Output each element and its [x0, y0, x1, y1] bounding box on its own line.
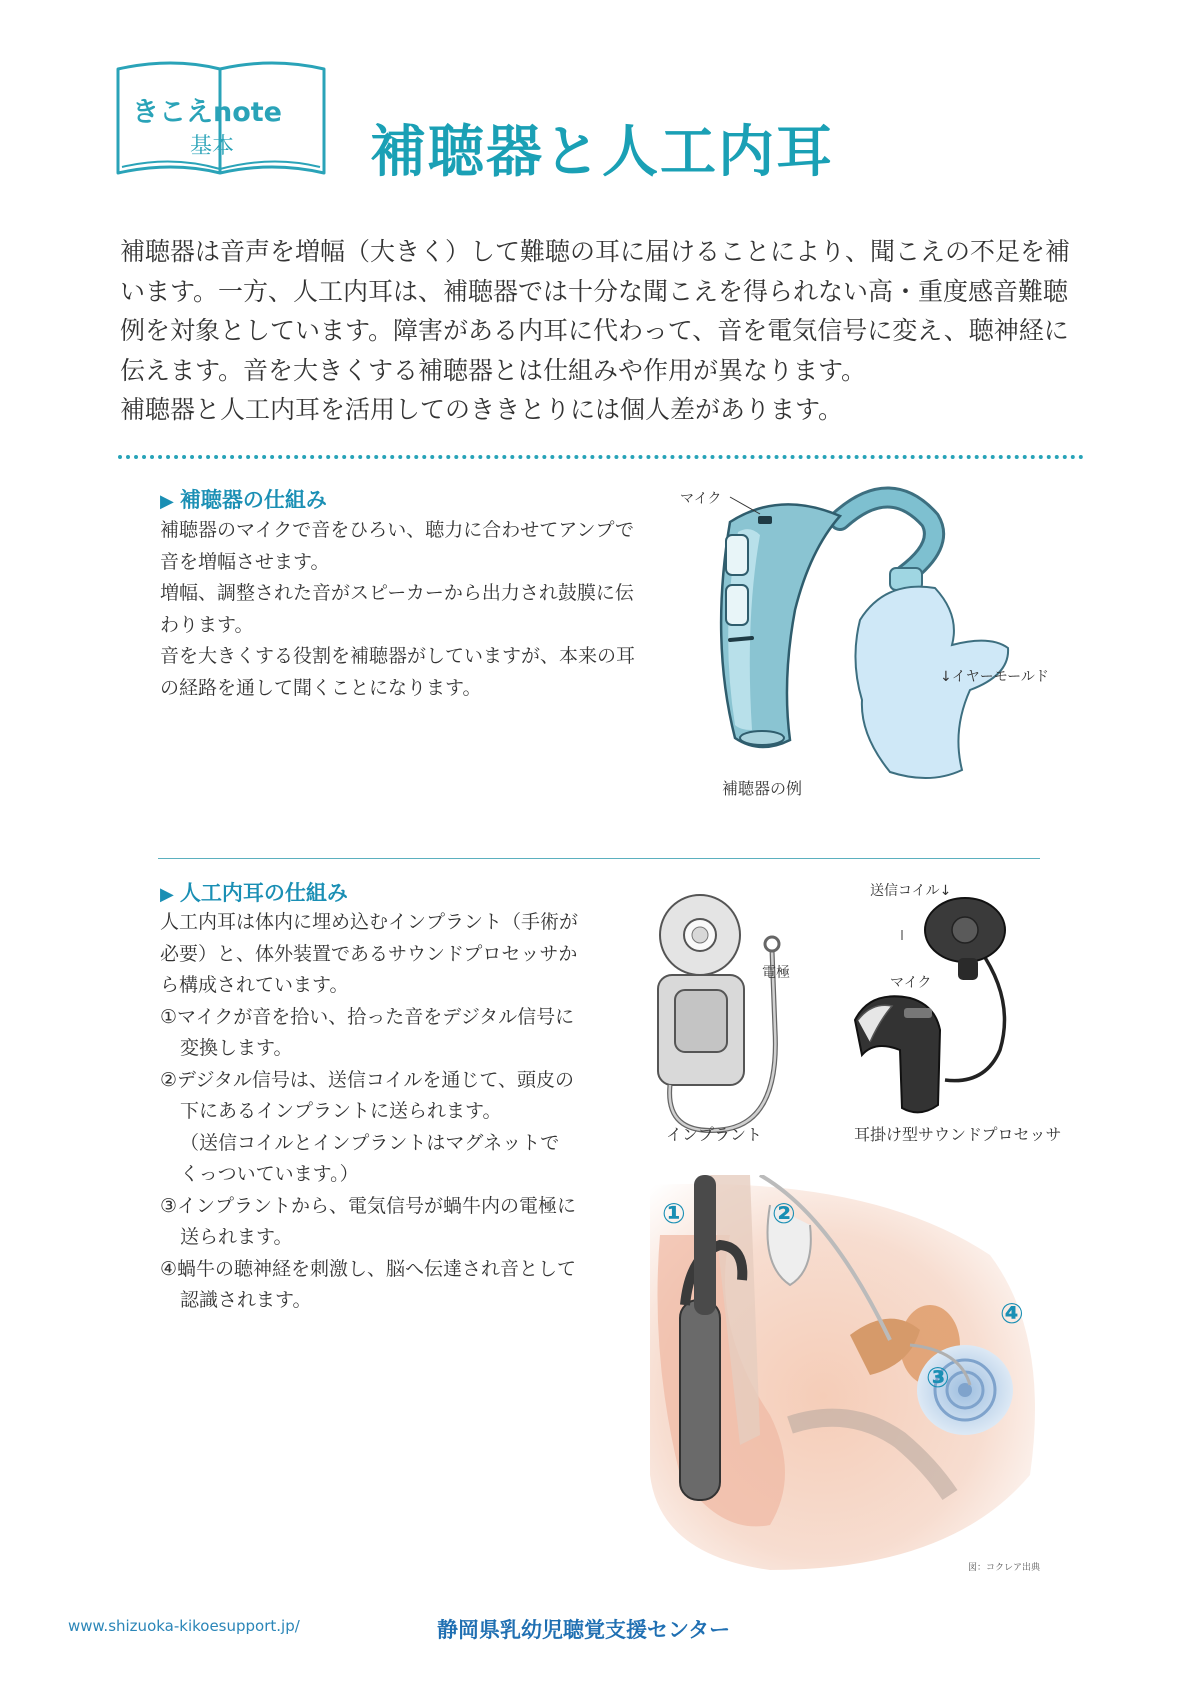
hearing-aid-illustration	[680, 480, 1070, 820]
text-line: 補聴器のマイクで音をひろい、聴力に合わせてアンプで	[160, 519, 635, 541]
ear-anatomy-icon	[650, 1175, 1060, 1575]
processor-illustration	[840, 880, 1062, 1150]
step-line: ②デジタル信号は、送信コイルを通じて、頭皮の	[160, 1068, 574, 1091]
earmold-label: ↓イヤーモールド	[940, 669, 1049, 685]
step-line: 認識されます。	[180, 1289, 312, 1311]
step-line: ①マイクが音を拾い、拾った音をデジタル信号に	[160, 1005, 575, 1028]
step-line: ④蝸牛の聴神経を刺激し、脳へ伝達され音として	[160, 1257, 577, 1280]
step-line: 送られます。	[180, 1226, 293, 1248]
cochlear-heading	[160, 877, 348, 907]
step-line: くっついています。）	[180, 1163, 359, 1185]
footer-url-link[interactable]: www.shizuoka-kikoesupport.jp/	[68, 1617, 300, 1635]
ear-anatomy-illustration	[650, 1175, 1060, 1575]
intro-line: います。一方、人工内耳は、補聴器では十分な聞こえを得られない高・重度感音難聴	[120, 276, 1069, 306]
intro-line: 例を対象としています。障害がある内耳に代わって、音を電気信号に変え、聴神経に	[120, 316, 1069, 345]
coil-label: 送信コイル↓	[870, 883, 952, 899]
processor-caption: 耳掛け型サウンドプロセッサ	[854, 1125, 1062, 1144]
text-line: 音を大きくする役割を補聴器がしていますが、本来の耳	[160, 645, 636, 667]
text-line: ら構成されています。	[160, 974, 349, 996]
intro-line: 補聴器と人工内耳を活用してのききとりには個人差があります。	[120, 395, 844, 424]
dotted-divider	[118, 455, 1084, 459]
page-title: 補聴器と人工内耳	[370, 120, 834, 185]
image-credit: 図：コクレア出典	[968, 1563, 1041, 1573]
cochlear-text	[160, 907, 630, 1317]
intro-line: 伝えます。音を大きくする補聴器とは仕組みや作用が異なります。	[120, 355, 867, 385]
badge-line2: 基本	[190, 134, 235, 159]
text-line: の経路を通して聞くことになります。	[160, 676, 482, 699]
footer-organization: 静岡県乳幼児聴覚支援センター	[437, 1618, 731, 1642]
step-line: ③インプラントから、電気信号が蝸牛内の電極に	[160, 1194, 577, 1217]
text-line: わります。	[160, 613, 254, 636]
cochlear-heading-text: 人工内耳の仕組み	[179, 881, 348, 905]
intro-line: 補聴器は音声を増幅（大きく）して難聴の耳に届けることにより、聞こえの不足を補	[120, 237, 1071, 266]
processor-mic-label: マイク	[890, 975, 932, 991]
marker-2: ②	[772, 1197, 796, 1230]
triangle-icon: ▶	[160, 884, 174, 905]
hearing-aid-heading	[160, 484, 327, 514]
implant-illustration	[640, 890, 820, 1150]
step-line: 変換します。	[180, 1037, 293, 1059]
text-line: 増幅、調整された音がスピーカーから出力され鼓膜に伝	[160, 582, 634, 604]
text-line: 音を増幅させます。	[160, 550, 330, 573]
marker-3: ③	[926, 1361, 950, 1394]
badge-line1: きこえnote	[132, 97, 282, 128]
note-badge	[112, 55, 332, 185]
text-line: 必要）と、体外装置であるサウンドプロセッサか	[160, 942, 578, 965]
sound-processor-icon	[840, 880, 1050, 1150]
hearing-aid-text	[160, 515, 680, 704]
triangle-icon: ▶	[160, 491, 174, 512]
marker-1: ①	[662, 1197, 686, 1230]
step-line: 下にあるインプラントに送られます。	[180, 1100, 502, 1122]
hearing-aid-mic-label: マイク	[680, 491, 722, 507]
hearing-aid-icon	[690, 480, 1070, 820]
electrode-label: 電極	[762, 965, 790, 981]
marker-4: ④	[1000, 1297, 1024, 1330]
section-divider	[158, 858, 1040, 859]
step-line: （送信コイルとインプラントはマグネットで	[180, 1131, 560, 1154]
hearing-aid-heading-text: 補聴器の仕組み	[179, 488, 327, 512]
implant-caption: インプラント	[666, 1125, 763, 1144]
text-line: 人工内耳は体内に埋め込むインプラント（手術が	[160, 911, 579, 933]
hearing-aid-caption: 補聴器の例	[722, 779, 803, 798]
intro-paragraph	[120, 232, 1080, 430]
implant-icon	[640, 890, 820, 1150]
